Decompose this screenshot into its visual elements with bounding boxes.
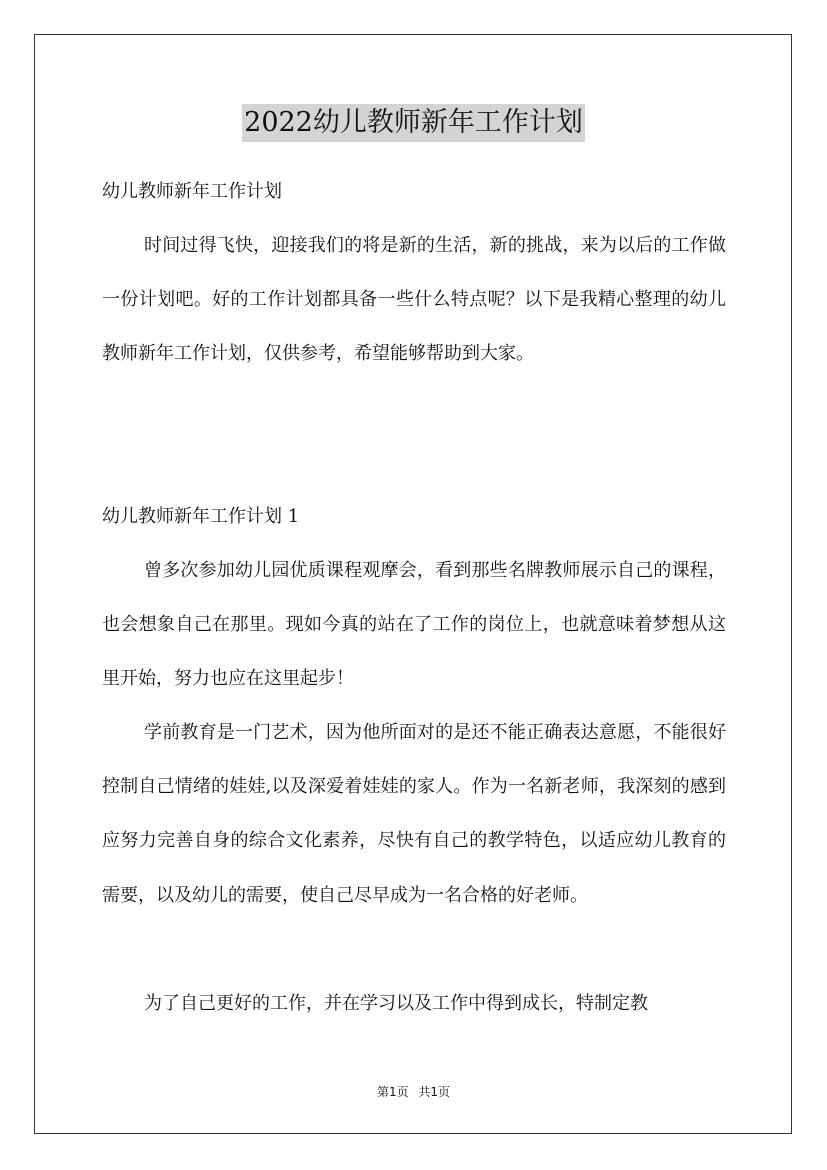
page-number: 第1页 — [376, 1085, 409, 1099]
paragraph-2: 学前教育是一门艺术，因为他所面对的是还不能正确表达意愿，不能很好控制自己情绪的娃娃,以及深爱着娃娃的家人。作为一名新老师，我深刻的感到应努力完善自身的综合文化素养，尽快有自己的教学特色，以适应幼儿教育的需要，以及幼儿的需要，使自己尽早成为一名合格的好老师。 — [102, 722, 726, 906]
page-total: 共1页 — [418, 1085, 451, 1099]
section-heading-1: 幼儿教师新年工作计划 1 — [102, 506, 300, 527]
intro-paragraph: 时间过得飞快，迎接我们的将是新的生活，新的挑战，来为以后的工作做一份计划吧。好的工作计划都具备一些什么特点呢？以下是我精心整理的幼儿教师新年工作计划，仅供参考，希望能够帮助到大家。 — [102, 235, 726, 365]
intro-heading: 幼儿教师新年工作计划 — [102, 181, 282, 202]
document-title — [0, 101, 827, 142]
document-title-text: 2022幼儿教师新年工作计划 — [242, 104, 585, 142]
page-footer — [0, 1083, 827, 1101]
paragraph-1: 曾多次参加幼儿园优质课程观摩会，看到那些名牌教师展示自己的课程，也会想象自己在那里。现如今真的站在了工作的岗位上，也就意味着梦想从这里开始，努力也应在这里起步！ — [102, 560, 726, 690]
paragraph-3: 为了自己更好的工作，并在学习以及工作中得到成长，特制定教 — [144, 993, 648, 1014]
